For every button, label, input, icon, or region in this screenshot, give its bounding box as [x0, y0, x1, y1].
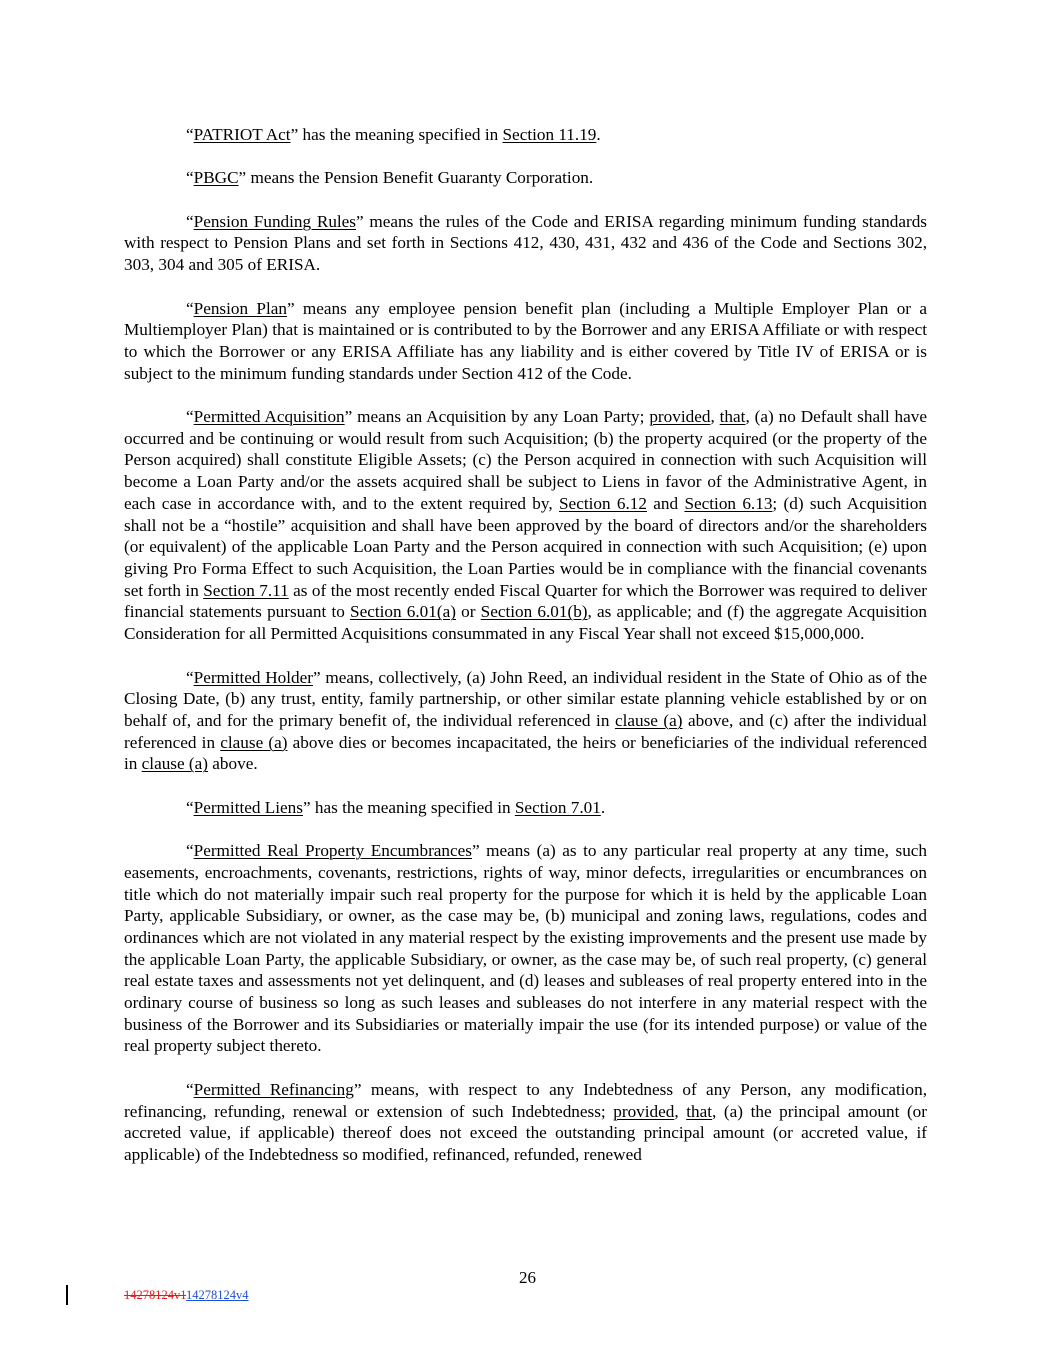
document-id-inserted: 14278124v4	[186, 1288, 249, 1302]
definition-pension-plan	[124, 298, 927, 385]
definition-text: ” means any employee pension benefit plan (including a Multiple Employer Plan or a Multiemployer Plan) that is maintained or is contributed to by the Borrower and any ERISA Affiliate or with respect to which the Borrower or any ERISA Affiliate has any liability and is either covered by Title IV of ERISA or is subject to the minimum funding standards under Section 412 of the Code.	[124, 298, 927, 383]
definition-text: .	[596, 125, 601, 144]
open-quote: “	[186, 1079, 194, 1099]
section-reference: Section 6.01(a)	[350, 602, 456, 622]
definition-text: , (a) the principal amount (or accreted value, if applicable) thereof does not exceed the outstanding principal amount (or accreted value, if applicable) of the Indebtedness so modified, refinanced, refunded, renewed	[124, 1101, 927, 1164]
proviso-word: provided	[613, 1101, 675, 1121]
definition-text: ,	[674, 1101, 687, 1121]
clause-reference: clause (a)	[614, 710, 683, 730]
proviso-word: that	[719, 407, 746, 427]
definition-text: or	[455, 602, 481, 622]
definition-text: .	[600, 797, 606, 817]
page-number: 26	[519, 1268, 536, 1287]
definition-permitted-holder	[124, 667, 927, 776]
definition-text: ” has the meaning specified in	[302, 797, 515, 817]
revision-change-bar	[66, 1285, 68, 1305]
defined-term: PBGC	[193, 168, 239, 188]
definition-pbgc	[124, 167, 927, 189]
definition-text: ” means an Acquisition by any Loan Party;	[344, 407, 650, 427]
document-id-deleted: 14278124v1	[124, 1288, 187, 1302]
definition-text: and	[646, 493, 685, 513]
definition-permitted-real-property-encumbrances	[124, 840, 927, 1057]
definition-pension-funding-rules	[124, 211, 927, 276]
definition-text: ,	[710, 407, 720, 427]
proviso-word: that	[686, 1101, 713, 1121]
open-quote: “	[186, 168, 194, 188]
section-reference: Section 6.13	[684, 493, 773, 513]
clause-reference: clause (a)	[220, 732, 288, 752]
definition-text: as of the most recently ended Fiscal Quarter for which the Borrower was required to deliver financial statements pursuant to	[124, 580, 927, 622]
defined-term: Pension Plan	[193, 298, 287, 318]
clause-reference: clause (a)	[141, 754, 208, 774]
definition-text: above dies or becomes incapacitated, the heirs or beneficiaries of the individual referenced in	[124, 732, 927, 774]
proviso-word: provided	[649, 407, 711, 427]
definition-permitted-liens	[124, 797, 927, 819]
definition-patriot-act	[124, 124, 927, 146]
definition-text: above, and (c) after the individual referenced in	[124, 710, 927, 752]
definition-text: ” means, with respect to any Indebtedness of any Person, any modification, refinancing, refunding, renewal or extension of such Indebtedness;	[124, 1079, 927, 1121]
definitions-body	[124, 124, 927, 1187]
definition-text: ” means the Pension Benefit Guaranty Corporation.	[238, 168, 594, 188]
definition-text: above.	[208, 754, 258, 774]
open-quote: “	[186, 667, 194, 687]
defined-term: Permitted Liens	[193, 797, 303, 817]
definition-permitted-refinancing	[124, 1079, 927, 1166]
open-quote: “	[186, 407, 194, 427]
definition-text: , (a) no Default shall have occurred and be continuing or would result from such Acquisition; (b) the property acquired (or the property of the Person acquired) shall constitute Eligible Assets; (c) the Person acquired in connection with such Acquisition will become a Loan Party and/or the assets acquired shall be subject to Liens in favor of the Administrative Agent, in each case in accordance with, and to the extent required by,	[124, 407, 927, 513]
definition-text: , as applicable; and (f) the aggregate Acquisition Consideration for all Permitted Acquisitions consummated in any Fiscal Year shall not exceed $15,000,000.	[124, 602, 927, 644]
open-quote: “	[186, 125, 194, 144]
defined-term: Permitted Real Property Encumbrances	[193, 841, 472, 861]
open-quote: “	[186, 841, 194, 861]
open-quote: “	[186, 298, 194, 318]
section-reference: Section 6.01(b)	[480, 602, 588, 622]
section-reference: Section 6.12	[559, 493, 647, 513]
defined-term: PATRIOT Act	[193, 125, 291, 144]
defined-term: Permitted Acquisition	[193, 407, 345, 427]
section-reference: Section 7.01	[514, 797, 601, 817]
defined-term: Permitted Refinancing	[193, 1079, 354, 1099]
defined-term: Permitted Holder	[193, 667, 313, 687]
document-id	[124, 1288, 249, 1303]
section-reference: Section 11.19	[502, 125, 597, 144]
definition-permitted-acquisition	[124, 406, 927, 645]
section-reference: Section 7.11	[203, 580, 289, 600]
definition-text: ; (d) such Acquisition shall not be a “hostile” acquisition and shall have been approved by the board of directors and/or the shareholders (or equivalent) of the applicable Loan Party and the Person acquired in connection with such Acquisition; (e) upon giving Pro Forma Effect to such Acquisition, the Loan Parties would be in compliance with the financial covenants set forth in	[124, 493, 927, 600]
open-quote: “	[186, 211, 194, 231]
defined-term: Pension Funding Rules	[193, 211, 356, 231]
open-quote: “	[186, 797, 194, 817]
definition-text: ” means, collectively, (a) John Reed, an individual resident in the State of Ohio as of the Closing Date, (b) any trust, entity, family partnership, or other similar estate planning vehicle established by or on behalf of, and for the primary benefit of, the individual referenced in	[124, 667, 927, 730]
definition-text: ” means the rules of the Code and ERISA regarding minimum funding standards with respect to Pension Plans and set forth in Sections 412, 430, 431, 432 and 436 of the Code and Sections 302, 303, 304 and 305 of ERISA.	[124, 211, 927, 275]
definition-text: ” means (a) as to any particular real property at any time, such easements, encroachments, covenants, restrictions, rights of way, minor defects, irregularities or encumbrances on title which do not materially impair such real property for the purpose for which it is held by the applicable Loan Party, applicable Subsidiary, or owner, as the case may be, (b) municipal and zoning laws, regulations, codes and ordinances which are not violated in any material respect by the existing improvements and the present use made by the applicable Loan Party, the applicable Subsidiary, or owner, as the case may be, of such real property, (c) general real estate taxes and assessments not yet delinquent, and (d) leases and subleases of real property entered into in the ordinary course of business so long as such leases and subleases do not interfere in any material respect with the business of the Borrower and its Subsidiaries or materially impair the use (for its intended purpose) or value of the real property subject thereto.	[124, 841, 928, 1056]
definition-text: ” has the meaning specified in	[290, 125, 503, 144]
